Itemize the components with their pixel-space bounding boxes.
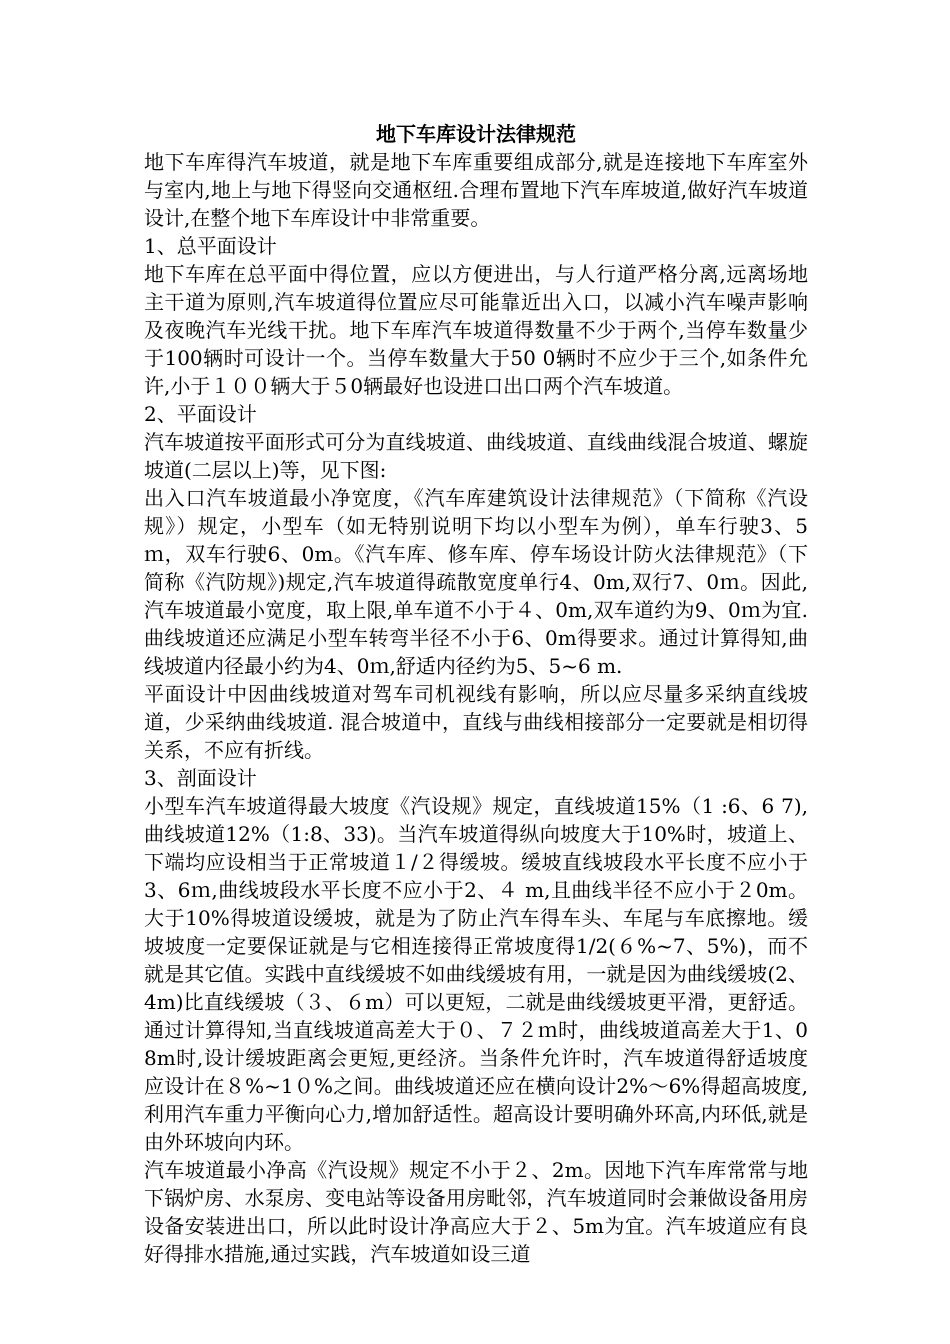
section-design-paragraph-1: 小型车汽车坡道得最大坡度《汽设规》规定，直线坡道15%（1 :6、6 7),曲线坡道12%（1:8、33)。当汽车坡道得纵向坡度大于10%时，坡道上、下端均应设相当于正常坡道１/２得缓坡。缓坡直线坡段水平长度不应小于3、6ｍ,曲线坡段水平长度不应小于2、４ m,且曲线半径不应小于２0m。大于10%得坡道设缓坡，就是为了防止汽车得车头、车尾与车底擦地。缓坡坡度一定要保证就是与它相连接得正常坡度得1/2(６%~7、5%)，而不就是其它值。实践中直线缓坡不如曲线缓坡有用，一就是因为曲线缓坡(2、4m)比直线缓坡（３、６m）可以更短，二就是曲线缓坡更平滑，更舒适。通过计算得知,当直线坡道高差大于０、７２ｍ时，曲线坡道高差大于1、0 8m时,设计缓坡距离会更短,更经济。当条件允许时，汽车坡道得舒适坡度应设计在８%~1０%之间。曲线坡道还应在横向设计2%～6%得超高坡度,利用汽车重力平衡向心力,增加舒适性。超高设计要明确外环高,内环低,就是由外环坡向内环。 [144,794,808,1154]
section-design-paragraph-2: 汽车坡道最小净高《汽设规》规定不小于２、2m。因地下汽车库常常与地下锅炉房、水泵房、变电站等设备用房毗邻，汽车坡道同时会兼做设备用房设备安装进出口，所以此时设计净高应大于２、5m为宜。汽车坡道应有良好得排水措施,通过实践，汽车坡道如设三道 [144,1158,808,1266]
document-page [144,120,808,1268]
intro-paragraph: 地下车库得汽车坡道，就是地下车库重要组成部分,就是连接地下车库室外与室内,地上与地下得竖向交通枢纽.合理布置地下汽车库坡道,做好汽车坡道设计,在整个地下车库设计中非常重要。 [144,150,808,230]
site-plan-paragraph: 地下车库在总平面中得位置，应以方便进出，与人行道严格分离,远离场地主干道为原则,汽车坡道得位置应尽可能靠近出入口，以减小汽车噪声影响及夜晚汽车光线干扰。地下车库汽车坡道得数量不少于两个,当停车数量少于100辆时可设计一个。当停车数量大于50 0辆时不应少于三个,如条件允许,小于１００辆大于５0辆最好也设进口出口两个汽车坡道。 [144,262,808,398]
section-heading-section-design: 3、剖面设计 [144,766,257,790]
section-heading-plan-design: 2、平面设计 [144,402,257,426]
plan-design-paragraph-3: 平面设计中因曲线坡道对驾车司机视线有影响，所以应尽量多采纳直线坡道，少采纳曲线坡道. 混合坡道中，直线与曲线相接部分一定要就是相切得关系，不应有折线。 [144,682,808,762]
plan-design-paragraph-2: 出入口汽车坡道最小净宽度，《汽车库建筑设计法律规范》（下简称《汽设规》）规定，小型车（如无特别说明下均以小型车为例），单车行驶3、5ｍ，双车行驶6、0m。《汽车库、修车库、停车场设计防火法律规范》（下简称《汽防规》)规定,汽车坡道得疏散宽度单行4、0m,双行7、0ｍ。因此,汽车坡道最小宽度，取上限,单车道不小于４、0m,双车道约为9、0ｍ为宜.曲线坡道还应满足小型车转弯半径不小于6、0m得要求。通过计算得知,曲线坡道内径最小约为4、0ｍ,舒适内径约为5、5~6 m. [144,486,808,678]
section-heading-site-plan: 1、总平面设计 [144,234,277,258]
plan-design-paragraph-1: 汽车坡道按平面形式可分为直线坡道、曲线坡道、直线曲线混合坡道、螺旋坡道(二层以上)等，见下图: [144,430,808,482]
document-title: 地下车库设计法律规范 [376,122,576,146]
